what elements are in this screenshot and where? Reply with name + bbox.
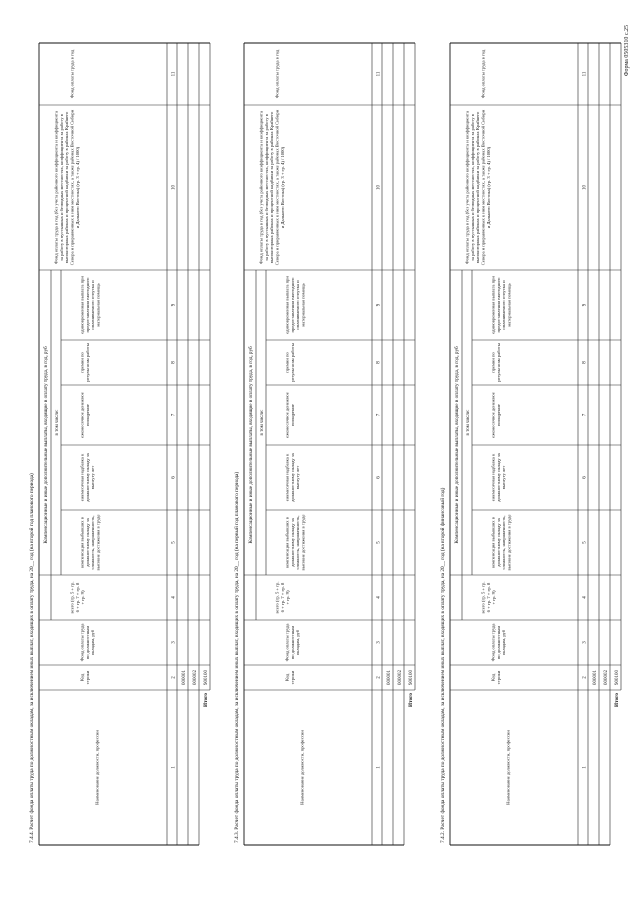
column-number: 2 (582, 676, 588, 679)
included-header: в том числе: (260, 409, 265, 436)
column-number: 6 (171, 476, 177, 479)
total-label: Итого (614, 693, 620, 707)
table-section-2 (233, 43, 415, 845)
column-header-7: ежемесячное денежноепоощрение (79, 392, 90, 438)
column-header-11: Фонд оплаты труда в год (69, 49, 75, 99)
column-number: 6 (582, 476, 588, 479)
column-number: 4 (171, 596, 177, 599)
total-label: Итого (203, 693, 209, 707)
column-number: 1 (582, 766, 588, 769)
column-header-7: ежемесячное денежноепоощрение (284, 392, 295, 438)
column-header-8: премии порезультатам работы (490, 343, 501, 382)
column-header-3: Фонд оплаты трудапо должностнымокладам, руб (284, 623, 301, 662)
column-header-8: премии порезультатам работы (79, 343, 90, 382)
section-title: 7.4.3. Расчет фонда оплаты труда по должностным окладам, за исключением иных выплат, входящих в оплату труда, на 20__ год (на первый год планового периода) (234, 471, 240, 843)
tables-container (28, 43, 621, 845)
column-number: 2 (376, 676, 382, 679)
column-number: 4 (376, 596, 382, 599)
table-section-3 (28, 43, 210, 845)
column-number: 8 (376, 361, 382, 364)
total-code: 900100 (615, 670, 620, 685)
column-number: 5 (171, 541, 177, 544)
column-header-9: единовременная выплата припредоставлении ежегодногооплачиваемого отпуска иматериальная помощь (284, 276, 306, 334)
column-header-11: Фонд оплаты труда в год (274, 49, 280, 99)
column-number: 2 (171, 676, 177, 679)
column-header-10: Фонд оплаты труда в год (без учета районного коэффициента и коэффициентаза работу в пустынных и безводных местностях, коэффициента за работу ввысокогорных районах и процентной надбавки за работу в районах КрайнегоСевера и приравненных к ним местностях, а также районах Восточной Сибирии Дальнего Востока) (гр. 3 + гр. 4) / 1000) (258, 109, 285, 266)
column-number: 3 (376, 641, 382, 644)
column-number: 5 (582, 541, 588, 544)
column-header-2: Кодстроки (79, 670, 90, 685)
column-number: 7 (582, 413, 588, 417)
column-header-3: Фонд оплаты трудапо должностнымокладам, руб (79, 623, 96, 662)
column-number: 7 (376, 413, 382, 417)
row-code: 000002 (604, 670, 609, 685)
landscape-content (28, 25, 630, 845)
row-code: 000002 (398, 670, 403, 685)
column-number: 11 (171, 71, 177, 77)
column-header-1: Наименование должности, профессии (94, 730, 100, 805)
total-label: Итого (408, 693, 414, 707)
group-header: Компенсационные и иные дополнительные выплаты, входящие в оплату труда, в год, руб (43, 346, 49, 544)
column-header-1: Наименование должности, профессии (505, 730, 511, 805)
column-header-6: ежемесячная надбавка кдолжностному окладу завыслугу лет (490, 453, 507, 502)
included-header: в том числе: (55, 409, 60, 436)
row-code: 000001 (593, 670, 598, 685)
column-number: 1 (376, 766, 382, 769)
column-number: 6 (376, 476, 382, 479)
column-header-11: Фонд оплаты труда в год (480, 49, 486, 99)
column-number: 10 (376, 185, 382, 190)
group-header: Компенсационные и иные дополнительные выплаты, входящие в оплату труда, в год, руб (248, 346, 254, 544)
column-header-5: компенсация выбывших вдолжностному окладу засложность, напряженность,высокие достижения в труде (284, 514, 306, 571)
row-code: 000001 (182, 670, 187, 685)
column-header-6: ежемесячная надбавка кдолжностному окладу завыслугу лет (284, 453, 301, 502)
column-number: 1 (171, 766, 177, 769)
column-header-6: ежемесячная надбавка кдолжностному окладу завыслугу лет (79, 453, 96, 502)
column-number: 10 (171, 185, 177, 190)
column-header-8: премии порезультатам работы (284, 343, 295, 382)
column-header-1: Наименование должности, профессии (299, 730, 305, 805)
column-number: 11 (582, 71, 588, 77)
total-code: 900100 (409, 670, 414, 685)
column-number: 9 (171, 303, 177, 307)
column-number: 3 (171, 641, 177, 644)
column-number: 8 (582, 361, 588, 364)
column-header-7: ежемесячное денежноепоощрение (490, 392, 501, 438)
column-number: 4 (582, 596, 588, 599)
column-header-3: Фонд оплаты трудапо должностнымокладам, руб (490, 623, 507, 662)
column-header-2: Кодстроки (490, 670, 501, 685)
column-header-4: всего (гр. 5 + гр.6 + гр. 7 + гр. 8+ гр. 9) (274, 581, 291, 614)
row-code: 000001 (387, 670, 392, 685)
column-number: 8 (171, 361, 177, 364)
column-number: 10 (582, 185, 588, 190)
column-header-10: Фонд оплаты труда в год (без учета районного коэффициента и коэффициентаза работу в пустынных и безводных местностях, коэффициента за работу ввысокогорных районах и процентной надбавки за работу в районах КрайнегоСевера и приравненных к ним местностях, а также районах Восточной Сибирии Дальнего Востока) (гр. 3 + гр. 4) / 1000) (53, 109, 80, 266)
column-header-9: единовременная выплата припредоставлении ежегодногооплачиваемого отпуска иматериальная помощь (490, 276, 512, 334)
column-number: 9 (376, 303, 382, 307)
column-number: 7 (171, 413, 177, 417)
column-header-5: компенсация выбывших вдолжностному окладу засложность, напряженность,высокие достижения в труде (490, 514, 512, 571)
table-section-1 (439, 43, 621, 845)
column-number: 3 (582, 641, 588, 644)
total-code: 900100 (204, 670, 209, 685)
column-header-5: компенсация выбывших вдолжностному окладу засложность, напряженность,высокие достижения в труде (79, 514, 101, 571)
section-title: 7.4.2. Расчет фонда оплаты труда по должностным окладам, за исключением иных выплат, входящих в оплату труда, на 20__ год (на второй финансовый год) (440, 487, 446, 843)
column-header-2: Кодстроки (284, 670, 295, 685)
column-number: 11 (376, 71, 382, 77)
column-number: 5 (376, 541, 382, 544)
section-title: 7.4.4. Расчет фонда оплаты труда по должностным окладам, за исключением иных выплат, входящих в оплату труда, на 20__ год (на второй год планового периода) (29, 473, 35, 843)
column-header-9: единовременная выплата припредоставлении ежегодногооплачиваемого отпуска иматериальная помощь (79, 276, 101, 334)
group-header: Компенсационные и иные дополнительные выплаты, входящие в оплату труда, в год, руб (454, 346, 460, 544)
column-header-10: Фонд оплаты труда в год (без учета районного коэффициента и коэффициентаза работу в пустынных и безводных местностях, коэффициента за работу ввысокогорных районах и процентной надбавки за работу в районах КрайнегоСевера и приравненных к ним местностях, а также районах Восточной Сибирии Дальнего Востока) (гр. 3 + гр. 4) / 1000) (464, 109, 491, 266)
form-code: Форма 0505310 с.25 (624, 25, 630, 77)
column-header-4: всего (гр. 5 + гр.6 + гр. 7 + гр. 8+ гр. 9) (69, 581, 86, 614)
row-code: 000002 (193, 670, 198, 685)
column-header-4: всего (гр. 5 + гр.6 + гр. 7 + гр. 8+ гр. 9) (480, 581, 497, 614)
included-header: в том числе: (466, 409, 471, 436)
column-number: 9 (582, 303, 588, 307)
